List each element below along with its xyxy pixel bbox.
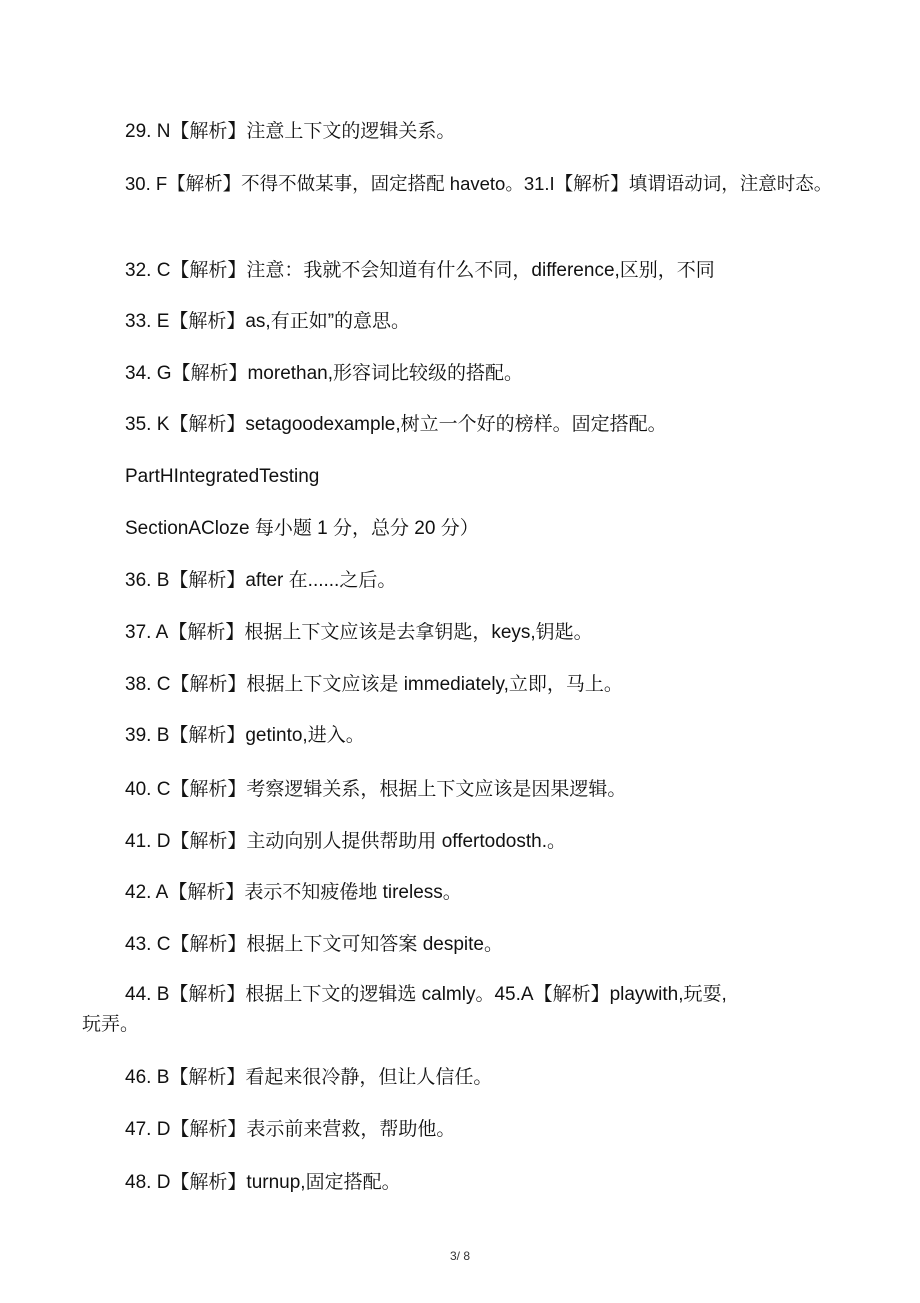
answer-line-39: 39. B【解析】getinto,进入。 bbox=[125, 725, 365, 746]
answer-line-29: 29. N【解析】注意上下文的逻辑关系。 bbox=[125, 121, 456, 142]
answer-line-34: 34. G【解析】morethan,形容词比较级的搭配。 bbox=[125, 363, 524, 384]
answer-line-42: 42. A【解析】表示不知疲倦地 tireless。 bbox=[125, 882, 462, 903]
answer-line-38: 38. C【解析】根据上下文应该是 immediately,立即，马上。 bbox=[125, 674, 623, 695]
answer-line-40: 40. C【解析】考察逻辑关系，根据上下文应该是因果逻辑。 bbox=[125, 779, 627, 800]
answer-line-47: 47. D【解析】表示前来营救，帮助他。 bbox=[125, 1119, 456, 1140]
section-heading-part-h: PartHIntegratedTesting bbox=[125, 466, 320, 487]
answer-line-44-45: 44. B【解析】根据上下文的逻辑选 calmly。45.A【解析】playwith,玩耍, bbox=[125, 984, 727, 1005]
section-heading-cloze: SectionACloze 每小题 1 分，总分 20 分） bbox=[125, 518, 479, 539]
answer-line-30-31: 30. F【解析】不得不做某事，固定搭配 haveto。31.I【解析】填谓语动词，注意时态。 bbox=[125, 173, 833, 194]
answer-line-43: 43. C【解析】根据上下文可知答案 despite。 bbox=[125, 934, 503, 955]
answer-line-41: 41. D【解析】主动向别人提供帮助用 offertodosth.。 bbox=[125, 831, 566, 852]
answer-line-32: 32. C【解析】注意：我就不会知道有什么不同，difference,区别，不同 bbox=[125, 260, 715, 281]
page-number: 3/ 8 bbox=[449, 1249, 470, 1263]
answer-line-37: 37. A【解析】根据上下文应该是去拿钥匙，keys,钥匙。 bbox=[125, 622, 593, 643]
answer-line-36: 36. B【解析】after 在......之后。 bbox=[125, 570, 397, 591]
answer-line-35: 35. K【解析】setagoodexample,树立一个好的榜样。固定搭配。 bbox=[125, 414, 667, 435]
answer-line-33: 33. E【解析】as,有正如”的意思。 bbox=[125, 311, 411, 332]
answer-line-46: 46. B【解析】看起来很冷静，但让人信任。 bbox=[125, 1067, 493, 1088]
answer-line-48: 48. D【解析】turnup,固定搭配。 bbox=[125, 1172, 401, 1193]
answer-line-45-continuation: 玩弄。 bbox=[82, 1014, 140, 1035]
